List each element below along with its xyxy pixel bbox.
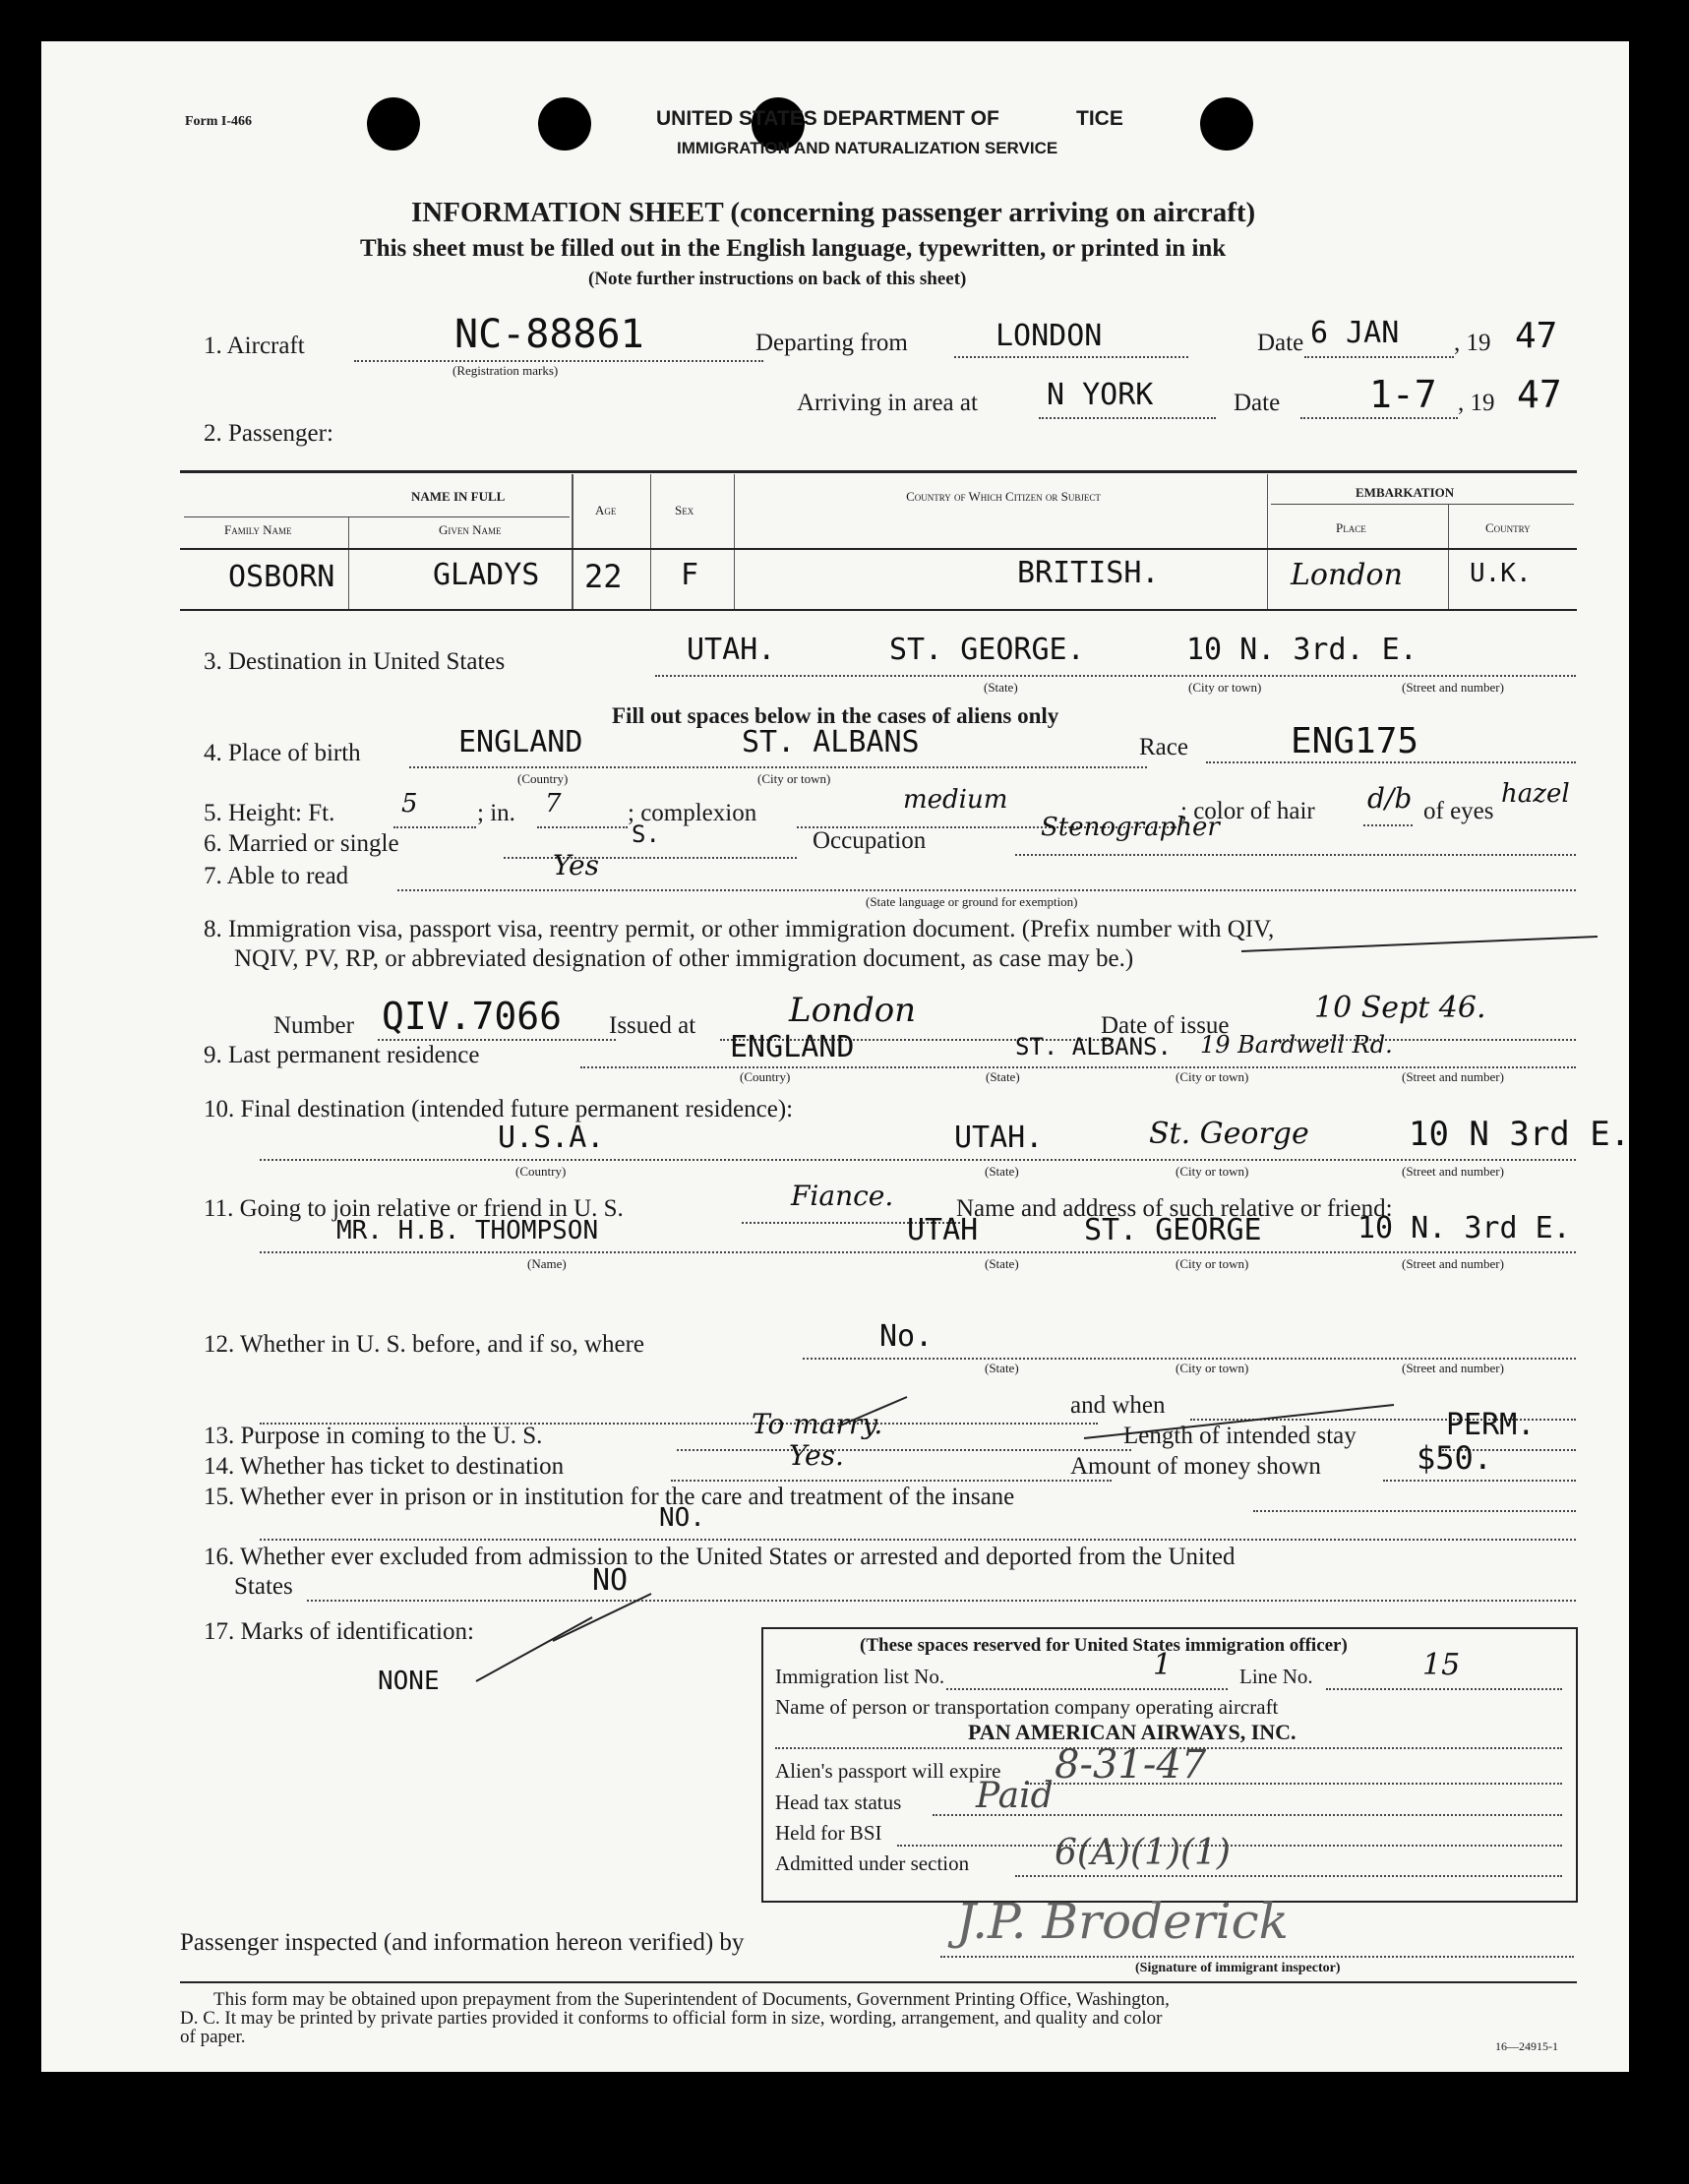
complexion-value: medium	[903, 785, 1008, 815]
service-name: IMMIGRATION AND NATURALIZATION SERVICE	[677, 139, 1058, 157]
sex-value: F	[681, 558, 699, 592]
final-street-caption: (Street and number)	[1402, 1164, 1504, 1179]
excluded-label-line2: States	[234, 1573, 293, 1600]
race-label: Race	[1139, 734, 1188, 760]
height-feet-label: 5. Height: Ft.	[204, 800, 335, 826]
family-name-value: OSBORN	[228, 560, 335, 594]
prison-label: 15. Whether ever in prison or in institution for the care and treatment of the insane	[204, 1484, 1015, 1510]
relative-state-caption: (State)	[985, 1256, 1019, 1271]
ticket-label: 14. Whether has ticket to destination	[204, 1453, 565, 1480]
birth-country-value: ENGLAND	[458, 725, 583, 759]
citizen-value: BRITISH.	[1017, 556, 1160, 590]
residence-state-caption: (State)	[986, 1069, 1020, 1084]
arrival-date-value: 1-7	[1369, 373, 1437, 416]
height-inches-label: ; in.	[477, 800, 515, 826]
place-of-birth-label: 4. Place of birth	[204, 740, 361, 766]
residence-street-value: 19 Bardwell Rd.	[1200, 1031, 1393, 1059]
height-feet-value: 5	[401, 789, 418, 819]
admitted-section-label: Admitted under section	[775, 1851, 970, 1875]
form-page	[41, 41, 1629, 2072]
final-state-value: UTAH.	[954, 1121, 1044, 1155]
checkmark-stroke	[1084, 1405, 1394, 1438]
checkmark-stroke	[1241, 937, 1598, 951]
previous-visit-when-label: and when	[1070, 1392, 1166, 1419]
previous-visit-street-caption: (Street and number)	[1402, 1361, 1504, 1375]
height-inches-value: 7	[545, 789, 562, 819]
final-destination-label: 10. Final destination (intended future permanent residence):	[204, 1096, 794, 1122]
final-city-value: St. George	[1149, 1117, 1309, 1151]
age-value: 22	[584, 558, 623, 595]
previous-visit-label: 12. Whether in U. S. before, and if so, where	[204, 1331, 645, 1358]
country-citizen-header: Country of Which Citizen or Subject	[906, 489, 1101, 504]
family-name-header: Family Name	[224, 522, 292, 537]
departing-label: Departing from	[755, 330, 908, 356]
company-value: PAN AMERICAN AIRWAYS, INC.	[968, 1720, 1297, 1744]
arriving-label: Arriving in area at	[797, 390, 978, 416]
visa-issued-value: London	[789, 991, 917, 1030]
occupation-value: Stenographer	[1041, 813, 1220, 842]
residence-country-value: ENGLAND	[730, 1030, 855, 1064]
birth-city-value: ST. ALBANS	[742, 725, 920, 759]
embarkation-header: EMBARKATION	[1356, 485, 1455, 500]
residence-city-value: ST. ALBANS.	[1015, 1033, 1172, 1061]
department-name-tail: TICE	[1076, 107, 1123, 130]
final-country-caption: (Country)	[515, 1164, 567, 1179]
department-name: UNITED STATES DEPARTMENT OF	[656, 107, 999, 130]
money-value: $50.	[1417, 1439, 1493, 1477]
given-name-header: Given Name	[439, 522, 502, 537]
aliens-only-note: Fill out spaces below in the cases of aliens only	[612, 703, 1059, 728]
line-number-value: 15	[1422, 1648, 1461, 1682]
visa-label-line1: 8. Immigration visa, passport visa, reentry permit, or other immigration document. (Prefix number with QIV,	[204, 916, 1275, 942]
departing-value: LONDON	[995, 319, 1103, 353]
form-instruction: This sheet must be filled out in the English language, typewritten, or printed in ink	[360, 235, 1227, 262]
footer-line2: D. C. It may be printed by private parties provided it conforms to official form in size, wording, arrangement, and quality and color	[180, 2008, 1163, 2029]
aircraft-caption: (Registration marks)	[452, 363, 559, 378]
hair-color-value: d/b	[1367, 782, 1413, 815]
occupation-label: Occupation	[813, 827, 927, 854]
head-tax-label: Head tax status	[775, 1790, 902, 1814]
checkmark-stroke	[553, 1594, 651, 1641]
visa-date-label: Date of issue	[1101, 1012, 1230, 1039]
embarkation-country-value: U.K.	[1470, 559, 1532, 588]
destination-street-caption: (Street and number)	[1402, 680, 1504, 695]
final-country-value: U.S.A.	[498, 1121, 605, 1155]
birth-city-caption: (City or town)	[757, 771, 831, 786]
hair-color-label: ; color of hair	[1180, 798, 1315, 824]
destination-state-value: UTAH.	[687, 633, 776, 667]
visa-label-line2: NQIV, PV, RP, or abbreviated designation of other immigration document, as case may be.)	[234, 945, 1134, 972]
stay-length-label: Length of intended stay	[1123, 1423, 1357, 1449]
immigration-list-value: 1	[1153, 1648, 1173, 1682]
relative-street-value: 10 N. 3rd E.	[1357, 1211, 1571, 1245]
checkmark-stroke	[476, 1617, 592, 1681]
passenger-label: 2. Passenger:	[204, 420, 333, 447]
birth-country-caption: (Country)	[517, 771, 569, 786]
visa-number-label: Number	[273, 1012, 354, 1039]
residence-country-caption: (Country)	[740, 1069, 791, 1084]
able-to-read-caption: (State language or ground for exemption)	[866, 894, 1078, 909]
sex-header: Sex	[675, 503, 694, 517]
embarkation-place-header: Place	[1336, 520, 1366, 535]
checkmark-stroke	[838, 1397, 907, 1426]
form-note: (Note further instructions on back of this sheet)	[588, 269, 967, 289]
residence-street-caption: (Street and number)	[1402, 1069, 1504, 1084]
line-number-label: Line No.	[1239, 1665, 1313, 1688]
arrival-year-value: 47	[1517, 373, 1562, 416]
eye-color-value: hazel	[1501, 779, 1570, 809]
stay-length-value: PERM.	[1446, 1408, 1536, 1442]
admitted-section-value: 6(A)(1)(1)	[1055, 1833, 1231, 1873]
previous-visit-city-caption: (City or town)	[1176, 1361, 1249, 1375]
relative-state-value: UTAH	[907, 1213, 979, 1247]
residence-city-caption: (City or town)	[1176, 1069, 1249, 1084]
form-number: Form I-466	[185, 114, 253, 129]
eye-color-label: of eyes	[1423, 798, 1494, 824]
join-relative-label: 11. Going to join relative or friend in U. S.	[204, 1195, 624, 1222]
aircraft-label: 1. Aircraft	[204, 333, 305, 359]
inspector-signature-caption: (Signature of immigrant inspector)	[1135, 1961, 1341, 1975]
passport-expiry-label: Alien's passport will expire	[775, 1759, 1001, 1783]
embarkation-place-value: London	[1291, 558, 1403, 592]
visa-number-value: QIV.7066	[382, 995, 563, 1038]
footer-line3: of paper.	[180, 2027, 246, 2047]
excluded-label-line1: 16. Whether ever excluded from admission to the United States or arrested and deported from the United	[204, 1544, 1236, 1570]
join-relative-value: Fiance.	[791, 1180, 894, 1212]
footer-line1: This form may be obtained upon prepayment from the Superintendent of Documents, Government Printing Office, Washington,	[213, 1989, 1170, 2010]
visa-date-value: 10 Sept 46.	[1314, 991, 1486, 1025]
money-label: Amount of money shown	[1070, 1453, 1321, 1480]
destination-street-value: 10 N. 3rd. E.	[1186, 633, 1418, 667]
previous-visit-value: No.	[879, 1319, 934, 1354]
aircraft-registration-value: NC-88861	[454, 312, 644, 357]
held-bsi-label: Held for BSI	[775, 1821, 882, 1845]
marital-status-value: S.	[632, 820, 660, 848]
identification-marks-label: 17. Marks of identification:	[204, 1618, 474, 1645]
purpose-label: 13. Purpose in coming to the U. S.	[204, 1423, 543, 1449]
given-name-value: GLADYS	[433, 558, 540, 592]
age-header: Age	[595, 503, 617, 517]
able-to-read-value: Yes	[553, 849, 599, 881]
previous-visit-state-caption: (State)	[985, 1361, 1019, 1375]
print-code: 16—24915-1	[1495, 2039, 1558, 2053]
identification-marks-value: NONE	[378, 1667, 440, 1696]
departure-year-value: 47	[1515, 316, 1558, 356]
final-city-caption: (City or town)	[1176, 1164, 1249, 1179]
company-label: Name of person or transportation company operating aircraft	[775, 1695, 1279, 1719]
relative-street-caption: (Street and number)	[1402, 1256, 1504, 1271]
form-title: INFORMATION SHEET (concerning passenger arriving on aircraft)	[411, 197, 1256, 228]
excluded-value: NO	[592, 1563, 629, 1598]
immigration-list-label: Immigration list No.	[775, 1665, 945, 1688]
departure-date-value: 6 JAN	[1310, 316, 1400, 350]
head-tax-value: Paid	[976, 1776, 1054, 1816]
purpose-value: To marry.	[752, 1408, 883, 1440]
inspector-signature: J.P. Broderick	[956, 1893, 1289, 1950]
relative-city-value: ST. GEORGE	[1084, 1213, 1262, 1247]
inspected-by-label: Passenger inspected (and information hereon verified) by	[180, 1929, 745, 1956]
destination-state-caption: (State)	[984, 680, 1018, 695]
pen-marks	[41, 41, 1629, 2072]
marital-status-label: 6. Married or single	[204, 830, 399, 857]
relative-name-caption: (Name)	[527, 1256, 567, 1271]
final-street-value: 10 N 3rd E.	[1409, 1115, 1631, 1154]
embarkation-country-header: Country	[1485, 520, 1531, 535]
arriving-value: N YORK	[1047, 378, 1154, 412]
destination-label: 3. Destination in United States	[204, 648, 506, 675]
race-value: ENG175	[1291, 721, 1419, 761]
relative-name-label: Name and address of such relative or friend:	[956, 1195, 1393, 1222]
name-in-full-header: NAME IN FULL	[411, 489, 506, 504]
complexion-label: ; complexion	[628, 800, 757, 826]
prison-value: NO.	[659, 1503, 705, 1533]
relative-name-value: MR. H.B. THOMPSON	[336, 1216, 599, 1245]
last-residence-label: 9. Last permanent residence	[204, 1042, 480, 1068]
final-state-caption: (State)	[985, 1164, 1019, 1179]
departure-date-label: Date	[1257, 330, 1304, 356]
arrival-year-prefix: , 19	[1458, 390, 1495, 416]
arrival-date-label: Date	[1234, 390, 1281, 416]
ticket-value: Yes.	[789, 1439, 844, 1472]
relative-city-caption: (City or town)	[1176, 1256, 1249, 1271]
officer-box-header: (These spaces reserved for United States immigration officer)	[860, 1635, 1348, 1656]
able-to-read-label: 7. Able to read	[204, 863, 349, 889]
visa-issued-label: Issued at	[609, 1012, 696, 1039]
departure-year-prefix: , 19	[1454, 330, 1491, 356]
passport-expiry-value: 8-31-47	[1055, 1742, 1207, 1788]
destination-city-caption: (City or town)	[1188, 680, 1262, 695]
destination-city-value: ST. GEORGE.	[889, 633, 1085, 667]
